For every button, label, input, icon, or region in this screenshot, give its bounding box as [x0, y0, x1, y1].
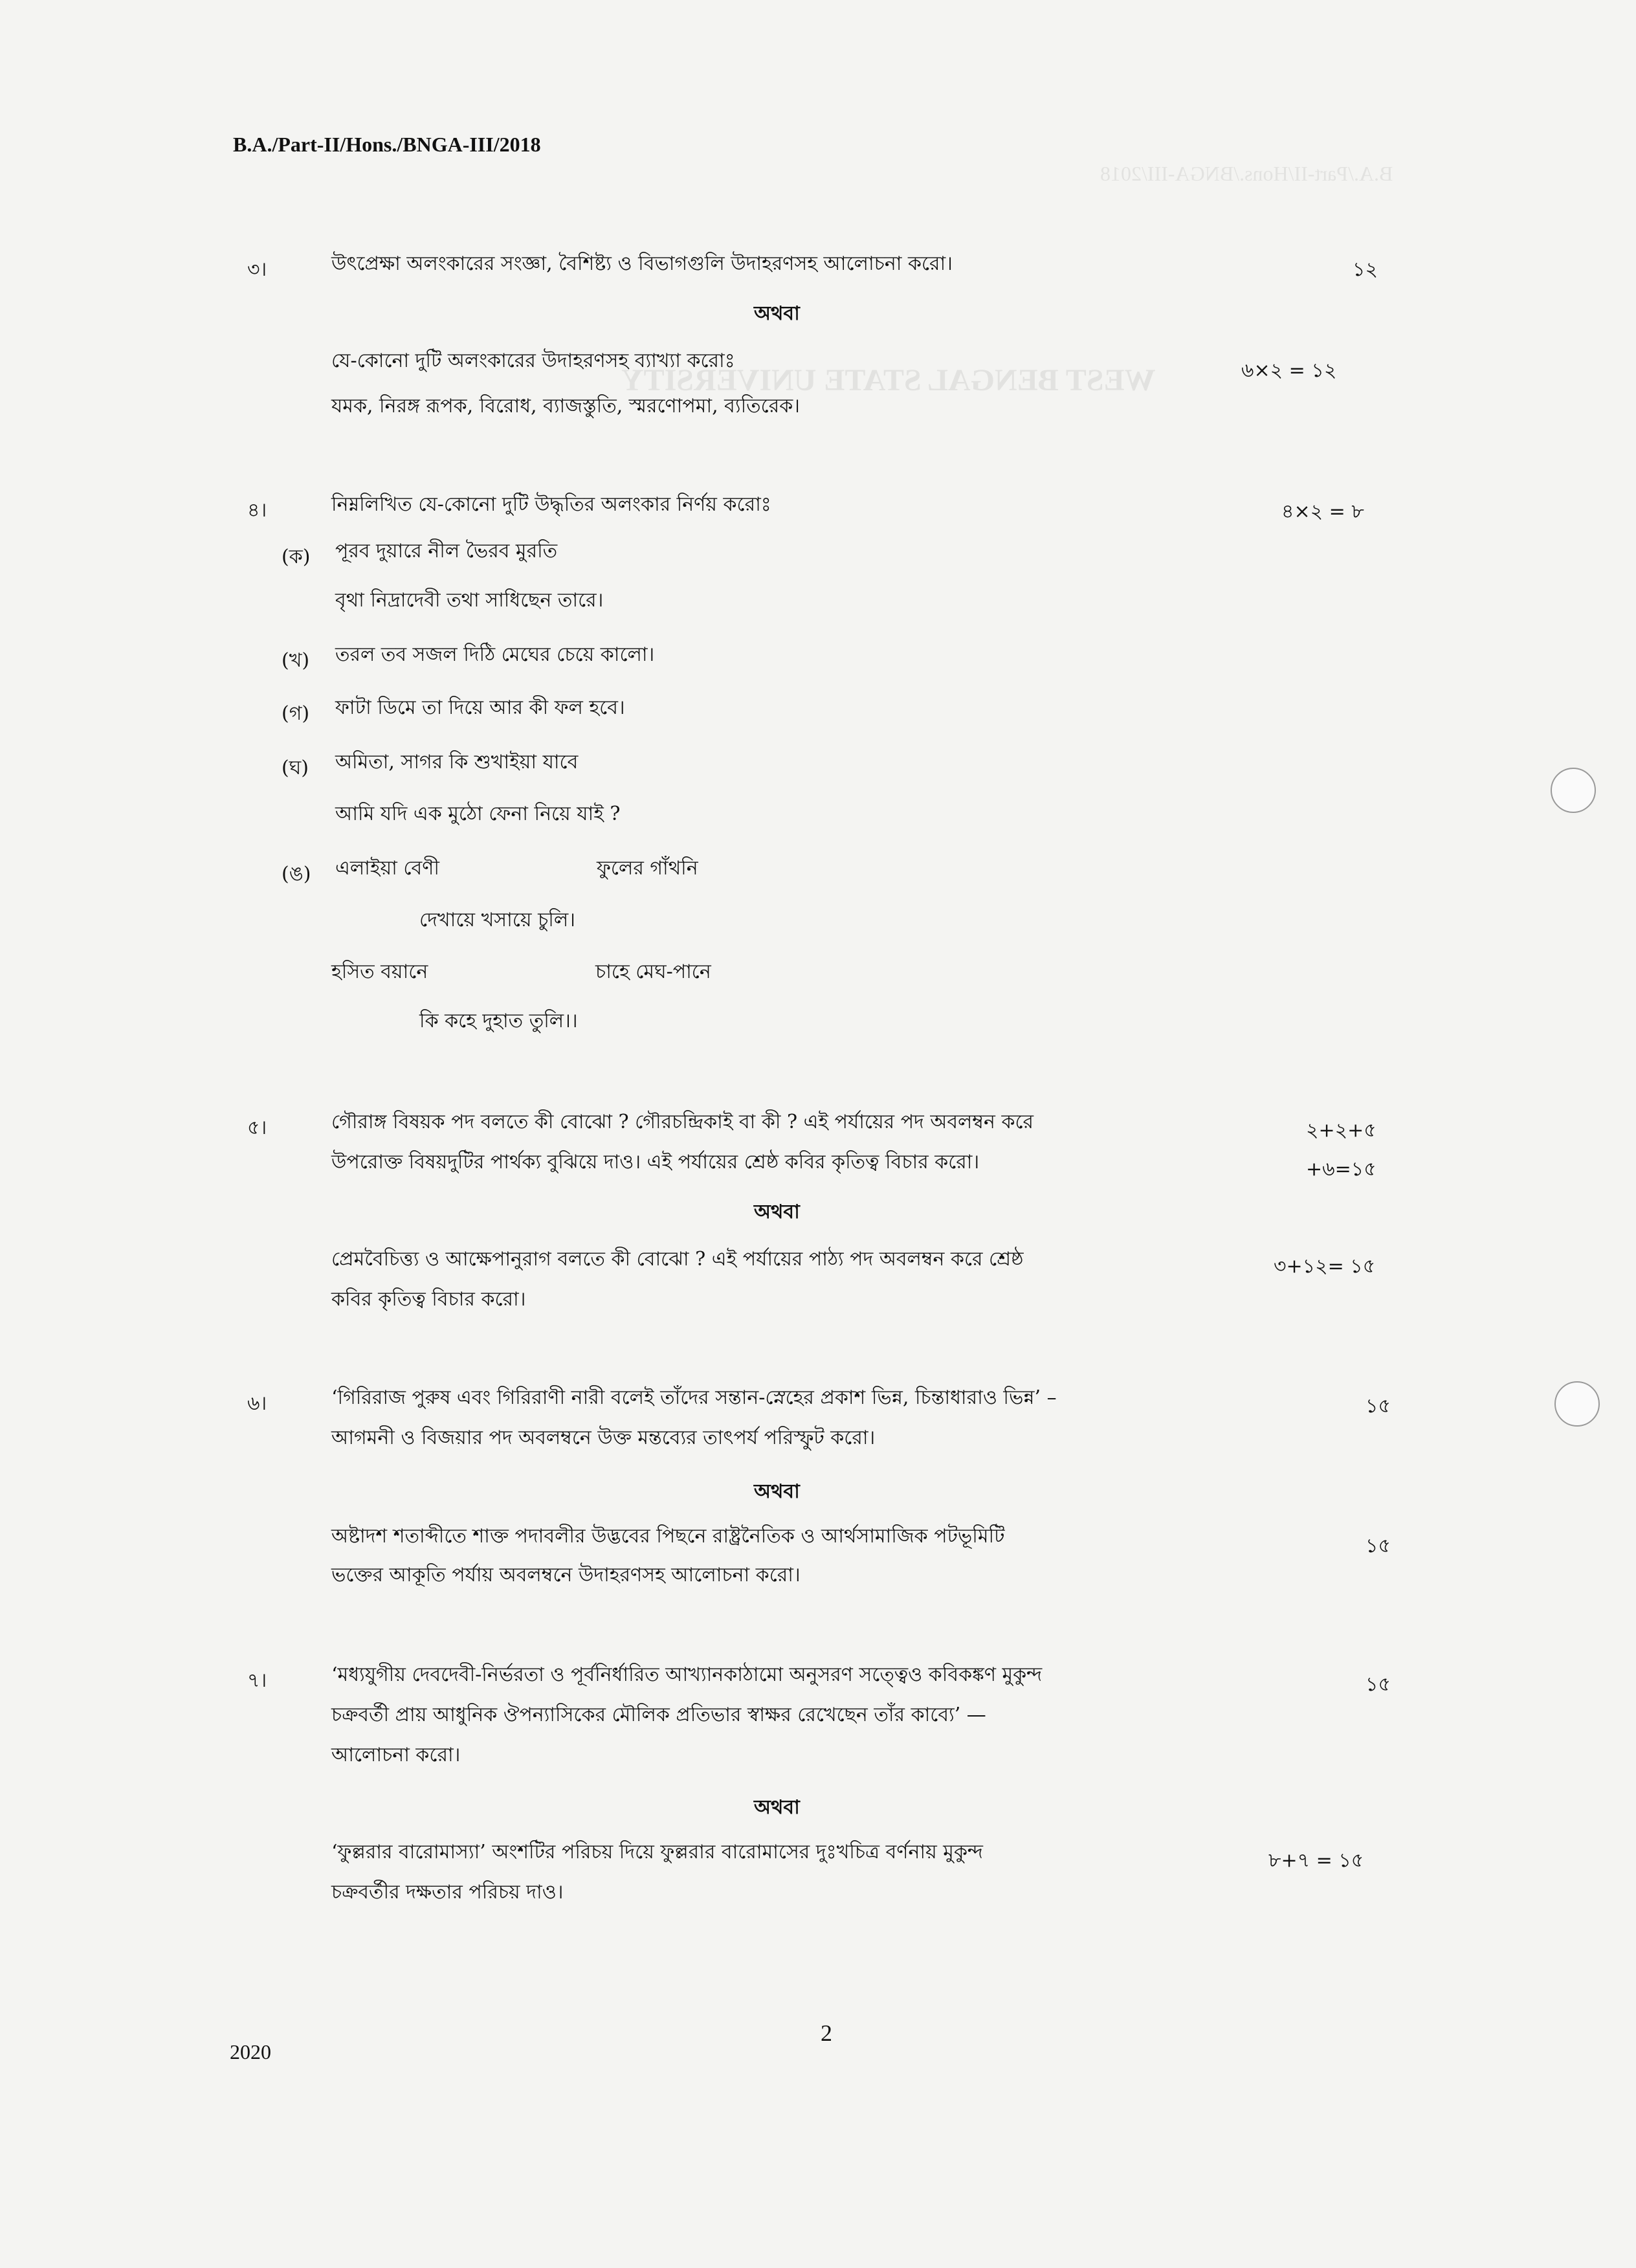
marks: +৬=১৫: [1306, 1158, 1376, 1181]
quote-line: হসিত বয়ানে: [331, 961, 428, 983]
question-text: নিম্নলিখিত যে-কোনো দুটি উদ্ধৃতির অলংকার নির্ণয় করোঃ: [331, 493, 771, 516]
punch-hole-top: [1551, 768, 1596, 813]
bleed-through-title: WEST BENGAL STATE UNIVERSITY: [621, 363, 1156, 397]
marks: ১৫: [1365, 1535, 1391, 1557]
quote-line: এলাইয়া বেণী: [335, 857, 439, 880]
quote-line: চাহে মেঘ-পানে: [595, 961, 711, 983]
alternative-text: চক্রবর্তীর দক্ষতার পরিচয় দাও।: [331, 1881, 564, 1904]
bleed-through: B.A./Part-II/Hons./BNGA-III/2018: [1100, 162, 1393, 185]
quote-line: বৃথা নিদ্রাদেবী তথা সাধিছেন তারে।: [335, 589, 604, 612]
or-separator: অথবা: [754, 1201, 800, 1223]
marks: ৮+৭ = ১৫: [1268, 1849, 1364, 1872]
quote-line: তরল তব সজল দিঠি মেঘের চেয়ে কালো।: [335, 643, 655, 666]
marks: ২+২+৫: [1306, 1119, 1376, 1142]
quote-line: ফুলের গাঁথনি: [597, 857, 698, 880]
marks: ১২: [1353, 258, 1378, 281]
alternative-text: অষ্টাদশ শতাব্দীতে শাক্ত পদাবলীর উদ্ভবের পিছনে রাষ্ট্রনৈতিক ও আর্থসামাজিক পটভূমিটি: [331, 1525, 1005, 1548]
marks: ৬×২ = ১২: [1241, 359, 1337, 382]
option-label: (ক): [282, 546, 311, 568]
quote-line: অমিতা, সাগর কি শুখাইয়া যাবে: [335, 751, 579, 773]
alternative-text: ‘ফুল্লরার বারোমাস্যা’ অংশটির পরিচয় দিয়ে ফুল্লরার বারোমাসের দুঃখচিত্র বর্ণনায় মুকুন্দ: [331, 1841, 984, 1863]
alternative-text: প্রেমবৈচিত্ত্য ও আক্ষেপানুরাগ বলতে কী বোঝো ? এই পর্যায়ের পাঠ্য পদ অবলম্বন করে শ্রেষ্ঠ: [331, 1248, 1024, 1271]
option-label: (ঙ): [282, 863, 311, 885]
question-text: ‘মধ্যযুগীয় দেবদেবী-নির্ভরতা ও পূর্বনির্ধারিত আখ্যানকাঠামো অনুসরণ সত্ত্বেও কবিকঙ্কণ মুকুন্দ: [331, 1663, 1043, 1686]
punch-hole-bottom: [1554, 1381, 1600, 1427]
question-number: ৪।: [247, 499, 267, 522]
footer-code: 2020: [230, 2040, 271, 2063]
option-label: (ঘ): [282, 757, 309, 779]
question-text: আগমনী ও বিজয়ার পদ অবলম্বনে উক্ত মন্তব্যের তাৎপর্য পরিস্ফুট করো।: [331, 1427, 876, 1449]
marks: ৪×২ = ৮: [1281, 500, 1364, 523]
quote-line: দেখায়ে খসায়ে চুলি।: [419, 909, 575, 931]
alternative-text: ভক্তের আকূতি পর্যায় অবলম্বনে উদাহরণসহ আলোচনা করো।: [331, 1564, 801, 1586]
question-number: ৫।: [247, 1117, 267, 1139]
marks: ১৫: [1365, 1395, 1391, 1418]
question-text: চক্রবর্তী প্রায় আধুনিক ঔপন্যাসিকের মৌলিক প্রতিভার স্বাক্ষর রেখেছেন তাঁর কাব্যে’ —: [331, 1704, 986, 1726]
quote-line: ফাটা ডিমে তা দিয়ে আর কী ফল হবে।: [335, 696, 625, 719]
question-text: উপরোক্ত বিষয়দুটির পার্থক্য বুঝিয়ে দাও। এই পর্যায়ের শ্রেষ্ঠ কবির কৃতিত্ব বিচার করো।: [331, 1151, 980, 1173]
quote-line: কি কহে দুহাত তুলি।।: [419, 1010, 578, 1032]
option-label: (গ): [282, 702, 310, 725]
or-separator: অথবা: [754, 1480, 800, 1503]
question-number: ৬।: [247, 1392, 267, 1415]
alternative-text: যমক, নিরঙ্গ রূপক, বিরোধ, ব্যাজস্তুতি, স্মরণোপমা, ব্যতিরেক।: [331, 395, 800, 417]
question-text: গৌরাঙ্গ বিষয়ক পদ বলতে কী বোঝো ? গৌরচন্দ্রিকাই বা কী ? এই পর্যায়ের পদ অবলম্বন করে: [331, 1111, 1034, 1133]
or-separator: অথবা: [754, 302, 800, 325]
question-text: আলোচনা করো।: [331, 1744, 461, 1766]
page-number: 2: [821, 2020, 832, 2046]
marks: ১৫: [1365, 1673, 1391, 1696]
option-label: (খ): [282, 649, 310, 672]
question-number: ৭।: [247, 1669, 267, 1692]
alternative-text: কবির কৃতিত্ব বিচার করো।: [331, 1288, 526, 1311]
question-text: ‘গিরিরাজ পুরুষ এবং গিরিরাণী নারী বলেই তাঁদের সন্তান-স্নেহের প্রকাশ ভিন্ন, চিন্তাধারাও ভিন্ন’ –: [331, 1386, 1057, 1409]
question-number: ৩।: [247, 258, 267, 281]
quote-line: আমি যদি এক মুঠো ফেনা নিয়ে যাই ?: [335, 803, 621, 825]
page-header: B.A./Part-II/Hons./BNGA-III/2018: [233, 133, 541, 156]
question-text: উৎপ্রেক্ষা অলংকারের সংজ্ঞা, বৈশিষ্ট্য ও বিভাগগুলি উদাহরণসহ আলোচনা করো।: [331, 252, 953, 275]
alternative-text: যে-কোনো দুটি অলংকারের উদাহরণসহ ব্যাখ্যা করোঃ: [331, 350, 735, 372]
quote-line: পূরব দুয়ারে নীল ভৈরব মুরতি: [335, 540, 558, 562]
marks: ৩+১২= ১৫: [1274, 1255, 1376, 1278]
or-separator: অথবা: [754, 1796, 800, 1819]
